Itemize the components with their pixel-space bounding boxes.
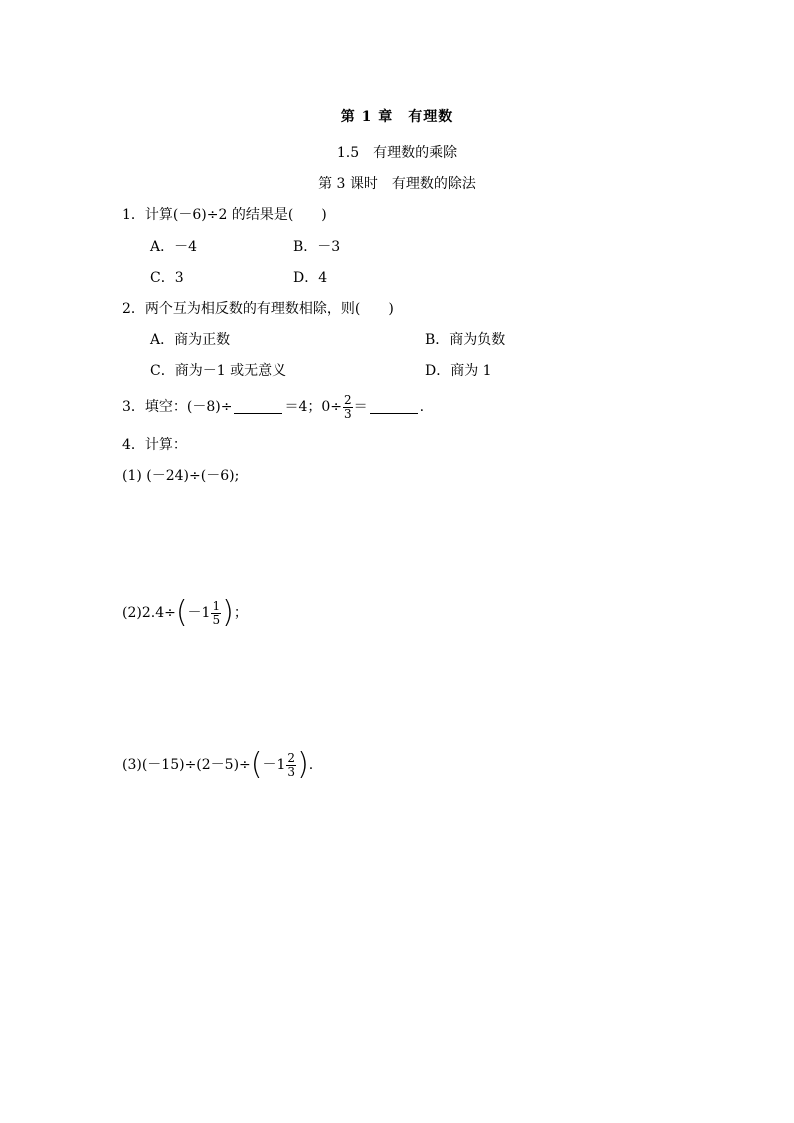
q2-stem: 2．两个互为相反数的有理数相除，则( ) [122,301,394,317]
q4-p2-end: ； [233,605,248,621]
q3-frac-num: 2 [344,393,352,407]
q3-line [122,394,424,420]
q3-fraction [343,394,353,420]
lesson-title: 第 3 课时 有理数的除法 [318,176,476,192]
q2-option-c: C．商为－1 或无意义 [150,363,287,379]
q1-option-d: D．4 [293,270,328,286]
q3-blank-1[interactable] [234,401,282,414]
q2-option-a: A．商为正数 [150,332,231,348]
q1-option-b: B．－3 [293,239,341,255]
q4-p3-frac-den: 3 [287,764,296,779]
q4-p2-prefix: (2)2.4÷ [122,605,176,621]
q4-p3-fraction [286,752,296,778]
q3-eq: ＝ [353,399,368,416]
q4-p2-frac-num: 1 [212,598,221,613]
q2-option-b: B．商为负数 [425,332,506,348]
q4-p3-prefix: (3)(－15)÷(2－5)÷ [122,757,251,773]
q4-p2-lparen: ( [175,595,188,630]
q3-frac-den: 3 [344,406,352,421]
q3-end: . [419,399,425,416]
q1-option-a: A．－4 [150,239,198,255]
q4-part-1: (1) (－24)÷(－6); [122,468,240,484]
q4-part-2 [122,595,248,630]
section-title: 1.5 有理数的乘除 [336,145,458,161]
q3-prefix: 3．填空：(－8)÷ [122,399,233,416]
q3-blank-2[interactable] [370,401,418,414]
q4-p3-end: . [308,757,314,773]
q4-p2-fraction [211,600,221,626]
q4-stem: 4．计算： [122,437,187,453]
q2-option-d: D．商为 1 [425,363,492,379]
q4-p3-lparen: ( [250,747,263,782]
q4-p2-frac-den: 5 [212,612,221,627]
q1-stem: 1．计算(－6)÷2 的结果是( ) [122,207,327,223]
q4-p3-whole: －1 [262,757,286,773]
q4-p3-frac-num: 2 [287,750,296,765]
q4-p2-rparen: ) [222,595,234,630]
chapter-title: 第 1 章 有理数 [340,109,454,125]
q3-middle: ＝4；0÷ [284,399,343,416]
q1-option-c: C．3 [150,270,184,286]
q4-p2-whole: －1 [187,605,211,621]
q4-p3-rparen: ) [297,747,309,782]
q4-part-3 [122,747,314,782]
q4-p2-mixed-number [188,600,223,626]
q4-p3-mixed-number [263,752,298,778]
